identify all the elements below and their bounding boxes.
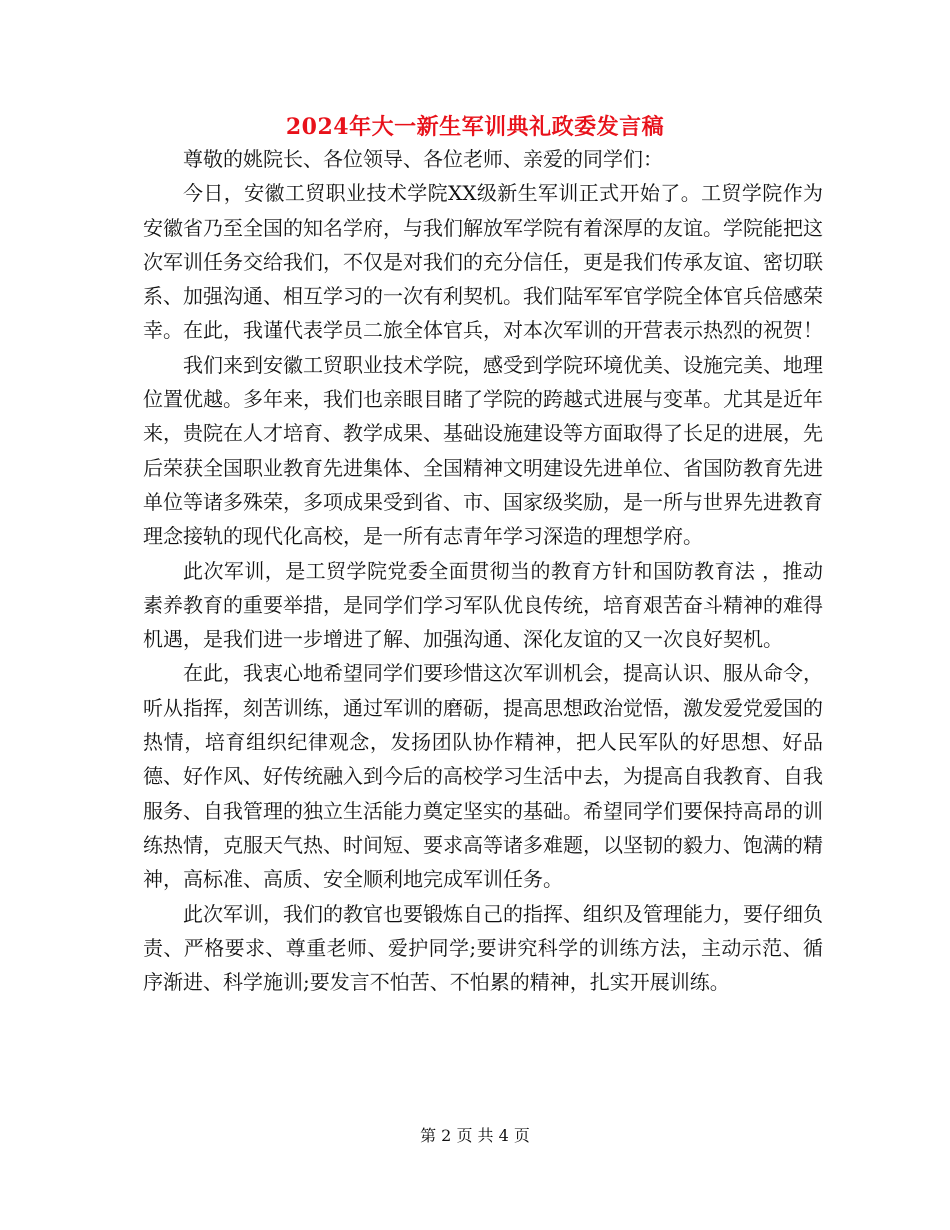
document-title: 2024年大一新生军训典礼政委发言稿: [285, 114, 665, 140]
page-number-footer: 第 2 页 共 4 页: [420, 1126, 530, 1145]
student-hope-paragraph: 在此，我衷心地希望同学们要珍惜这次军训机会，提高认识、服从命令，听从指挥，刻苦训练，通过军训的磨砺，提高思想政治觉悟，激发爱党爱国的热情，培育组织纪律观念，发扬团队协作精神，把人民军队的好思想、好品德、好作风、好传统融入到今后的高校学习生活中去，为提高自我教育、自我服务、自我管理的独立生活能力奠定坚实的基础。希望同学们要保持高昂的训练热情，克服天气热、时间短、要求高等诸多难题，以坚韧的毅力、饱满的精神，高标准、高质、安全顺利地完成军训任务。: [143, 661, 823, 892]
opening-paragraph: 今日，安徽工贸职业技术学院XX级新生军训正式开始了。工贸学院作为安徽省乃至全国的知名学府，与我们解放军学院有着深厚的友谊。学院能把这次军训任务交给我们，不仅是对我们的充分信任，更是我们传承友谊、密切联系、加强沟通、相互学习的一次有利契机。我们陆军军官学院全体官兵倍感荣幸。在此，我谨代表学员二旅全体官兵，对本次军训的开营表示热烈的祝贺！: [143, 181, 823, 343]
document-body: [143, 142, 823, 999]
instructor-paragraph: 此次军训，我们的教官也要锻炼自己的指挥、组织及管理能力，要仔细负责、严格要求、尊重老师、爱护同学;要讲究科学的训练方法，主动示范、循序渐进、科学施训;要发言不怕苦、不怕累的精神，扎实开展训练。: [143, 901, 823, 995]
training-purpose-paragraph: 此次军训，是工贸学院党委全面贯彻当的教育方针和国防教育法 ，推动素养教育的重要举措，是同学们学习军队优良传统，培育艰苦奋斗精神的难得机遇，是我们进一步增进了解、加强沟通、深化友谊的又一次良好契机。: [143, 558, 823, 652]
college-praise-paragraph: 我们来到安徽工贸职业技术学院，感受到学院环境优美、设施完美、地理位置优越。多年来，我们也亲眼目睹了学院的跨越式进展与变革。尤其是近年来，贵院在人才培育、教学成果、基础设施建设等方面取得了长足的进展，先后荣获全国职业教育先进集体、全国精神文明建设先进单位、省国防教育先进单位等诸多殊荣，多项成果受到省、市、国家级奖励，是一所与世界先进教育理念接轨的现代化高校，是一所有志青年学习深造的理想学府。: [143, 352, 823, 549]
salutation-paragraph: 尊敬的姚院长、各位领导、各位老师、亲爱的同学们：: [183, 147, 663, 171]
